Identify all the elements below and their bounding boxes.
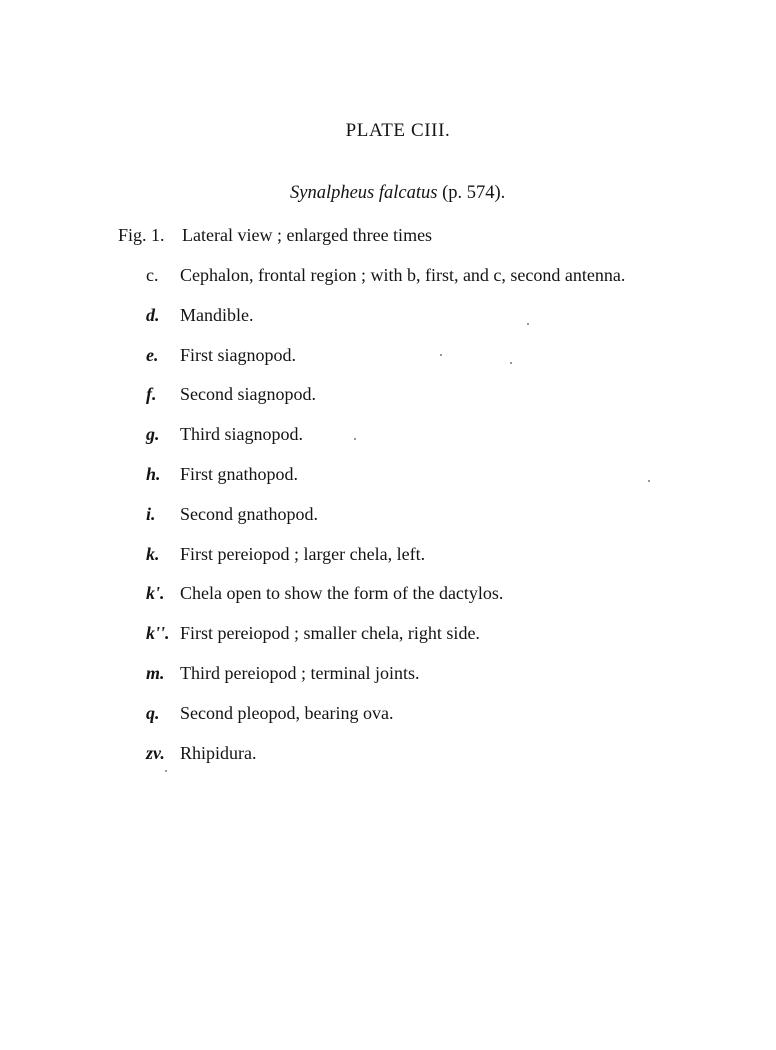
list-item — [146, 424, 625, 464]
part-letter: g. — [146, 424, 160, 445]
list-item — [146, 703, 625, 743]
part-letter: d. — [146, 304, 160, 325]
part-letter: m. — [146, 662, 165, 683]
scan-speck — [165, 770, 167, 772]
species-heading — [290, 183, 505, 204]
part-letter: f. — [146, 384, 157, 405]
list-item — [146, 663, 625, 703]
part-letter: c. — [146, 265, 159, 285]
scan-speck — [354, 438, 356, 440]
page-reference: (p. 574). — [442, 183, 506, 203]
scan-speck — [440, 354, 442, 356]
part-letter: e. — [146, 344, 159, 365]
part-description: Mandible. — [180, 304, 254, 325]
part-letter: q. — [146, 702, 160, 723]
part-description: Second gnathopod. — [180, 503, 318, 524]
list-item — [146, 743, 625, 783]
part-description: Cephalon, frontal region ; with b, first, and c, second antenna. — [180, 265, 626, 285]
part-description: First gnathopod. — [180, 463, 299, 484]
list-item — [146, 583, 625, 623]
figure-label: Fig. 1. — [118, 225, 165, 245]
plate-title: PLATE CIII. — [345, 120, 451, 141]
figure-description: Lateral view ; enlarged three times — [182, 225, 433, 245]
scan-speck — [648, 480, 650, 482]
part-description: Second siagnopod. — [180, 384, 316, 405]
part-description: First pereiopod ; larger chela, left. — [180, 543, 426, 564]
part-letter: i. — [146, 503, 156, 524]
scan-speck — [510, 362, 512, 364]
list-item — [146, 544, 625, 584]
part-description: Chela open to show the form of the dactylos. — [180, 583, 504, 604]
part-letter: zv. — [146, 742, 165, 763]
part-letter: k''. — [146, 623, 170, 644]
part-description: Rhipidura. — [180, 742, 257, 763]
figure-caption — [118, 225, 432, 246]
species-name: Synalpheus falcatus — [290, 183, 438, 203]
part-letter: k'. — [146, 583, 165, 604]
part-description: First pereiopod ; smaller chela, right side. — [180, 623, 480, 644]
part-letter: h. — [146, 463, 161, 484]
list-item — [146, 305, 625, 345]
list-item — [146, 464, 625, 504]
list-item — [146, 384, 625, 424]
list-item — [146, 504, 625, 544]
figure-part-list — [146, 265, 625, 782]
scan-speck — [527, 323, 529, 325]
list-item — [146, 623, 625, 663]
part-description: First siagnopod. — [180, 344, 297, 365]
list-item — [146, 265, 625, 305]
part-description: Third pereiopod ; terminal joints. — [180, 662, 420, 683]
part-description: Second pleopod, bearing ova. — [180, 702, 394, 723]
list-item — [146, 345, 625, 385]
part-letter: k. — [146, 543, 160, 564]
part-description: Third siagnopod. — [180, 424, 303, 445]
